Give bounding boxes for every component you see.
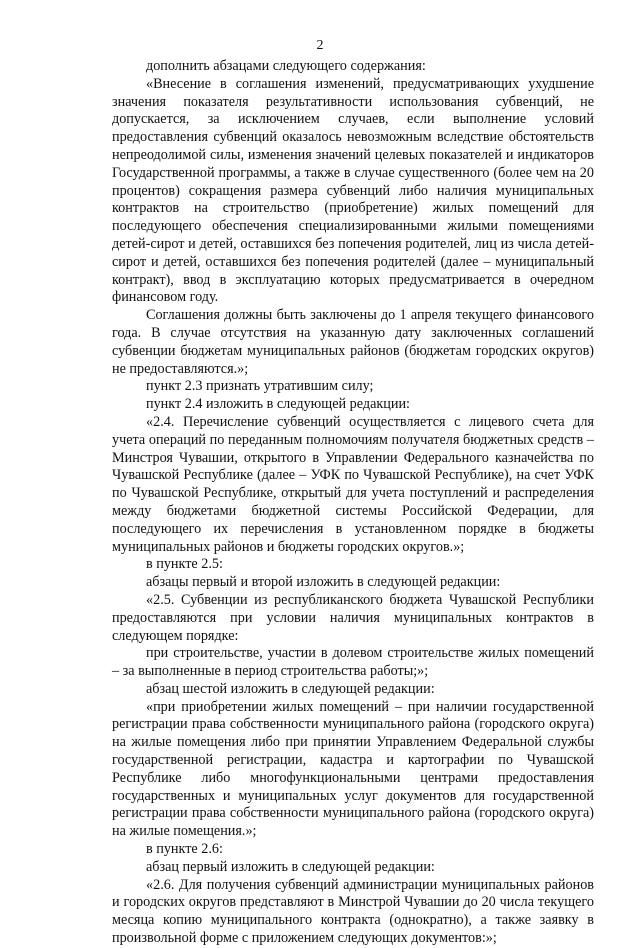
paragraph: абзац шестой изложить в следующей редакции: — [146, 680, 435, 697]
paragraph: «при приобретении жилых помещений – при наличии государственной регистрации права собственности муниципального района (городского округа) на жилые помещения либо при принятии Управлением Федеральной службы государственной регистрации, кадастра и картографии по Чувашской Республике либо многофункциональными центрами предоставления государственных и муниципальных услуг документов для государственной регистрации права собственности муниципального района (городского округа) на жилые помещения.»; — [112, 698, 594, 840]
paragraph: «Внесение в соглашения изменений, предусматривающих ухудшение значения показателя результативности использования субвенций, не допускается, за исключением случаев, если выполнение условий предоставления субвенций оказалось невозможным вследствие обстоятельств непреодолимой силы, изменения значений целевых показателей и индикаторов Государственной программы, а также в случае существенного (более чем на 20 процентов) сокращения размера субвенций либо наличия муниципальных контрактов на строительство (приобретение) жилых помещений для последующего обеспечения специализированными жилыми помещениями детей-сирот и детей, оставшихся без попечения родителей, лиц из числа детей-сирот и детей, оставшихся без попечения родителей (далее – муниципальный контракт), ввод в эксплуатацию которых предусматривается в очередном финансовом году. — [112, 75, 594, 306]
paragraph: абзац первый изложить в следующей редакции: — [146, 858, 435, 875]
paragraph: абзацы первый и второй изложить в следующей редакции: — [146, 574, 501, 591]
document-body — [112, 58, 594, 948]
paragraph: Соглашения должны быть заключены до 1 апреля текущего финансового года. В случае отсутствия на указанную дату заключенных соглашений субвенции бюджетам муниципальных районов (бюджетам городских округов) не предоставляются.»; — [112, 307, 594, 377]
paragraph: дополнить абзацами следующего содержания: — [146, 58, 426, 74]
paragraph: при строительстве, участии в долевом строительстве жилых помещений – за выполненные в период строительства работы;»; — [112, 645, 594, 680]
paragraph: «2.5. Субвенции из республиканского бюджета Чувашской Республики предоставляются при условии наличия муниципальных контрактов в следующем порядке: — [112, 591, 594, 644]
paragraph: «2.4. Перечисление субвенций осуществляется с лицевого счета для учета операций по переданным полномочиям получателя бюджетных средств – Минстроя Чувашии, открытого в Управлении Федерального казначейства по Чувашской Республике (далее – УФК по Чувашской Республике), на счет УФК по Чувашской Республике, открытый для учета поступлений и распределения между бюджетами бюджетной системы Российской Федерации, для последующего их перечисления в установленном порядке в бюджеты муниципальных районов и бюджеты городских округов.»; — [112, 413, 594, 555]
paragraph: в пункте 2.5: — [146, 556, 223, 573]
paragraph: «2.6. Для получения субвенций администрации муниципальных районов и городских округов представляют в Минстрой Чувашии до 20 числа текущего месяца копию муниципального контракта (однократно), а также заявку в произвольной форме с приложением следующих документов:»; — [112, 876, 594, 947]
page-number: 2 — [316, 38, 324, 53]
paragraph: в пункте 2.6: — [146, 841, 223, 858]
paragraph: пункт 2.3 признать утратившим силу; — [146, 378, 374, 395]
paragraph: пункт 2.4 изложить в следующей редакции: — [146, 396, 410, 413]
